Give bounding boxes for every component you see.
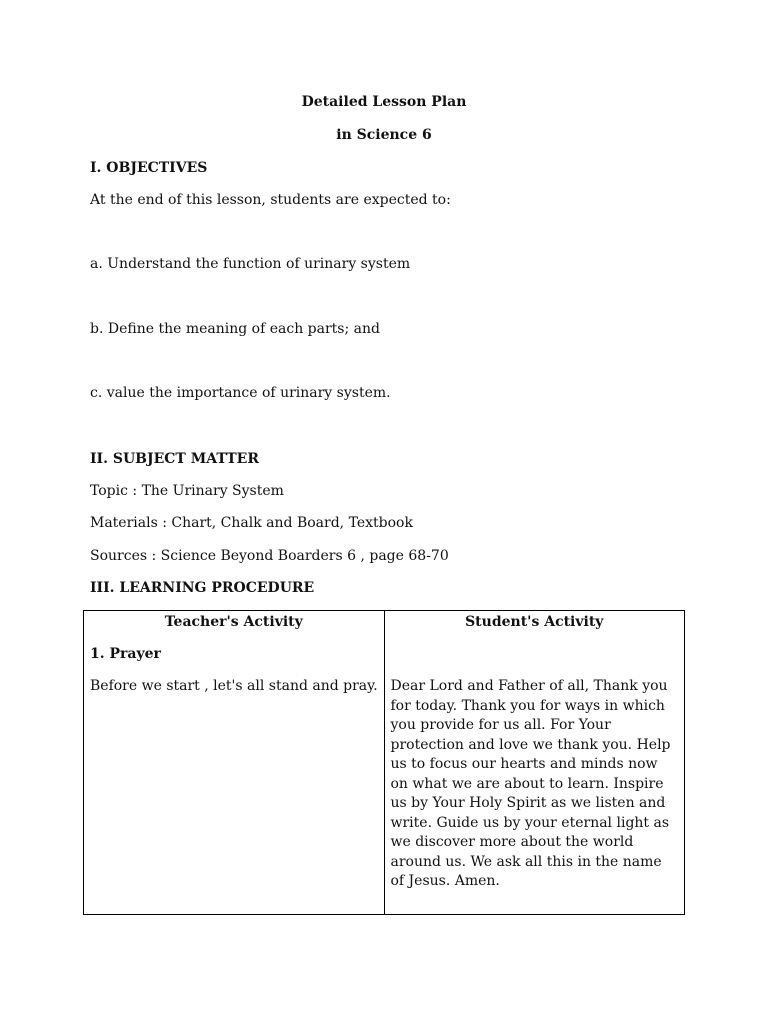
objective-item: c. value the importance of urinary system. [90, 385, 391, 401]
teacher-activity-column [84, 611, 385, 914]
activity-table [83, 610, 685, 915]
student-prayer-text: Dear Lord and Father of all, Thank you for today. Thank you for ways in which you provide for us all. For Your protection and love we thank you. Help us to focus our hearts and minds now on what we are about to learn. Inspire us by Your Holy Spirit as we listen and write. Guide us by your eternal light as we discover more about the world around us. We ask all this in the name of Jesus. Amen. [390, 678, 671, 889]
student-activity-column [385, 611, 685, 914]
student-activity-header: Student's Activity [465, 614, 604, 630]
materials-line: Materials : Chart, Chalk and Board, Textbook [90, 515, 413, 531]
document-title: Detailed Lesson Plan [301, 94, 467, 110]
teacher-activity-header: Teacher's Activity [164, 614, 303, 630]
topic-line: Topic : The Urinary System [90, 483, 284, 499]
objectives-heading: I. OBJECTIVES [90, 160, 208, 176]
prayer-step-title: 1. Prayer [90, 646, 161, 662]
subject-matter-heading: II. SUBJECT MATTER [90, 451, 259, 467]
document-subtitle: in Science 6 [336, 127, 432, 143]
objectives-intro: At the end of this lesson, students are expected to: [90, 192, 451, 208]
objective-item: a. Understand the function of urinary system [90, 256, 411, 272]
objective-item: b. Define the meaning of each parts; and [90, 321, 380, 337]
learning-procedure-heading: III. LEARNING PROCEDURE [90, 580, 315, 596]
sources-line: Sources : Science Beyond Boarders 6 , page 68-70 [90, 548, 449, 564]
teacher-instruction: Before we start , let's all stand and pray. [90, 678, 378, 694]
